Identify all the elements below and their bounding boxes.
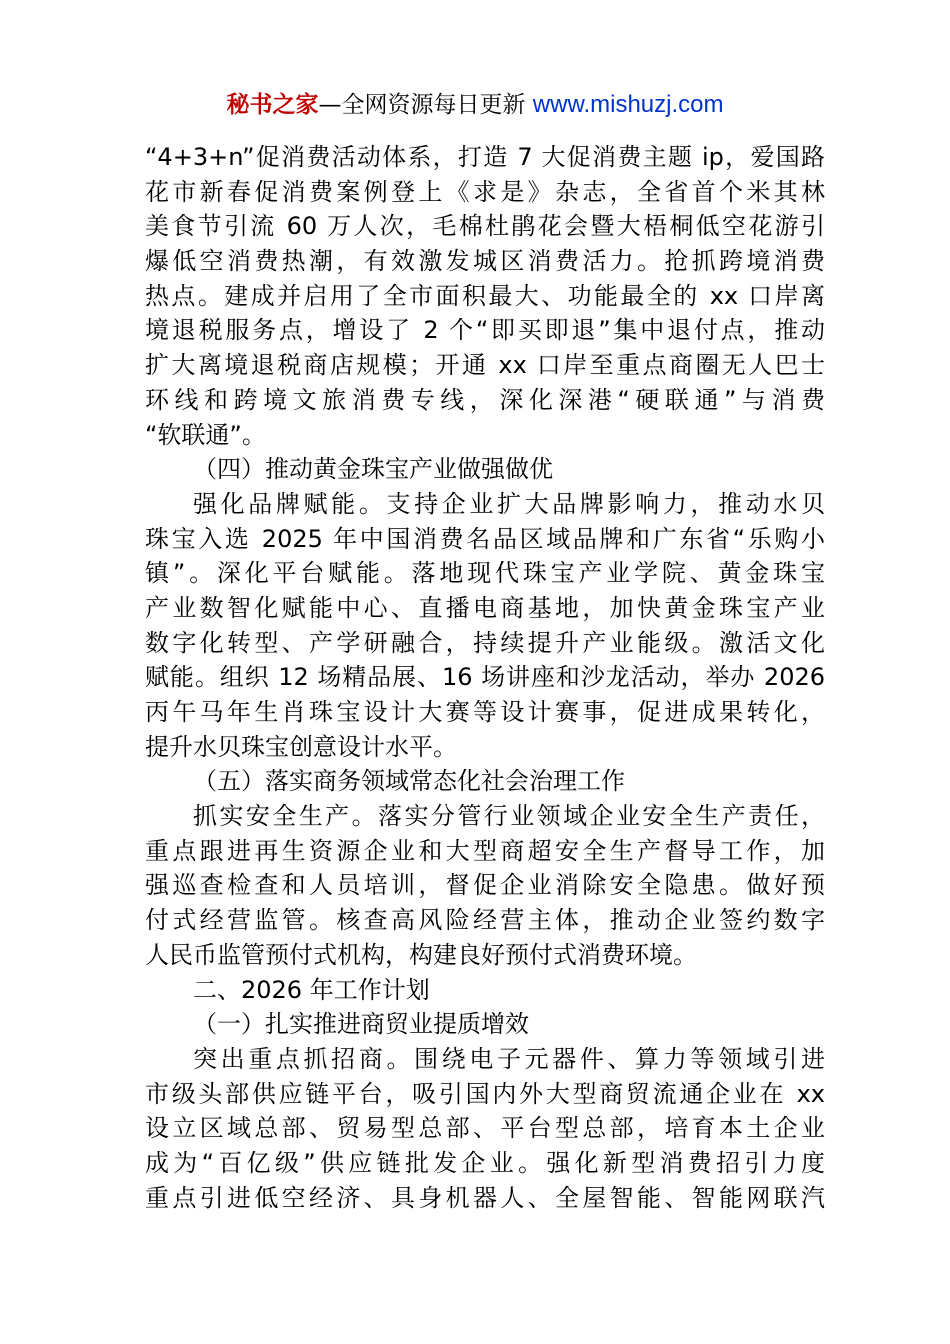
paragraph-first-line: 强化品牌赋能。支持企业扩大品牌影响力，推动水贝	[193, 489, 825, 518]
text-line: 重点引进低空经济、具身机器人、全屋智能、智能网联汽	[145, 1183, 825, 1212]
text-line: 强巡查检查和人员培训，督促企业消除安全隐患。做好预	[145, 871, 825, 900]
text-line: 设立区域总部、贸易型总部、平台型总部，培育本土企业	[145, 1114, 825, 1143]
site-url-link[interactable]: www.mishuzj.com	[532, 91, 724, 118]
text-line: “软联通”。	[145, 420, 266, 449]
text-line: 扩大离境退税商店规模；开通 xx 口岸至重点商圈无人巴士	[145, 351, 825, 380]
text-line: 镇”。深化平台赋能。落地现代珠宝产业学院、黄金珠宝	[145, 559, 825, 588]
text-line: 市级头部供应链平台，吸引国内外大型商贸流通企业在 xx	[145, 1079, 825, 1108]
text-line: 产业数智化赋能中心、直播电商基地，加快黄金珠宝产业	[145, 593, 825, 622]
site-slogan: —全网资源每日更新	[318, 92, 526, 118]
text-line: 热点。建成并启用了全市面积最大、功能最全的 xx 口岸离	[145, 281, 825, 310]
text-line: 人民币监管预付式机构，构建良好预付式消费环境。	[145, 940, 697, 969]
section-heading: （四）推动黄金珠宝产业做强做优	[193, 455, 553, 484]
section-heading: （一）扎实推进商贸业提质增效	[193, 1010, 529, 1039]
text-line: 珠宝入选 2025 年中国消费名品区域品牌和广东省“乐购小	[145, 524, 825, 553]
text-line: 赋能。组织 12 场精品展、16 场讲座和沙龙活动，举办 2026	[145, 663, 825, 692]
text-line: 境退税服务点，增设了 2 个“即买即退”集中退付点，推动	[145, 316, 825, 345]
text-line: 花市新春促消费案例登上《求是》杂志，全省首个米其林	[145, 177, 825, 206]
chapter-heading: 二、2026 年工作计划	[193, 975, 430, 1004]
text-line: 爆低空消费热潮，有效激发城区消费活力。抢抓跨境消费	[145, 247, 825, 276]
site-brand: 秘书之家	[226, 92, 319, 118]
section-heading: （五）落实商务领域常态化社会治理工作	[193, 767, 625, 796]
text-line: 美食节引流 60 万人次，毛棉杜鹃花会暨大梧桐低空花游引	[145, 212, 825, 241]
text-line: 成为“百亿级”供应链批发企业。强化新型消费招引力度	[145, 1148, 825, 1177]
text-line: 环线和跨境文旅消费专线，深化深港“硬联通”与消费	[145, 385, 825, 414]
site-header	[0, 88, 950, 122]
paragraph-first-line: 抓实安全生产。落实分管行业领域企业安全生产责任，	[193, 802, 825, 831]
text-line: 数字化转型、产学研融合，持续提升产业能级。激活文化	[145, 628, 825, 657]
text-line: 丙午马年生肖珠宝设计大赛等设计赛事，促进成果转化，	[145, 698, 825, 726]
text-line: 付式经营监管。核查高风险经营主体，推动企业签约数字	[145, 906, 825, 935]
text-line: 重点跟进再生资源企业和大型商超安全生产督导工作，加	[145, 836, 825, 865]
paragraph-first-line: 突出重点抓招商。围绕电子元器件、算力等领域引进	[193, 1044, 825, 1073]
text-line: “4+3+n”促消费活动体系，打造 7 大促消费主题 ip，爱国路	[145, 143, 825, 171]
text-line: 提升水贝珠宝创意设计水平。	[145, 732, 457, 761]
document-body	[145, 140, 825, 1215]
